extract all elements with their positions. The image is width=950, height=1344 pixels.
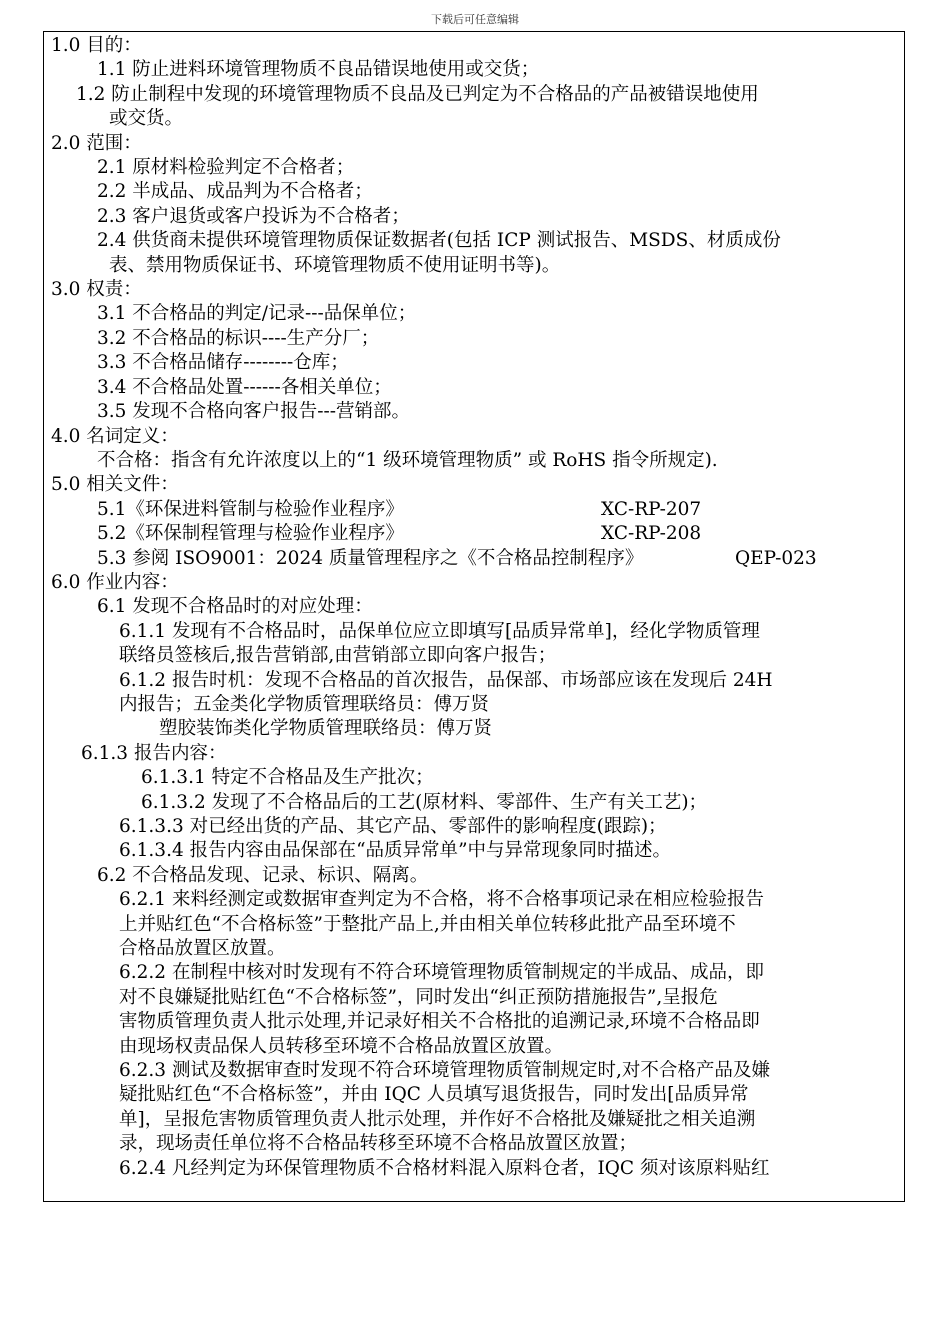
item-3-1: 3.1 不合格品的判定/记录---品保单位； [97, 303, 417, 325]
item-6-2-3-line3: 单]，呈报危害物质管理负责人批示处理，并作好不合格批及嫌疑批之相关追溯 [119, 1108, 756, 1130]
section-1-heading: 1.0 目的： [51, 35, 142, 56]
item-1-1: 1.1 防止进料环境管理物质不良品错误地使用或交货； [97, 59, 540, 81]
reference-5-1-code: XC-RP-207 [601, 498, 702, 520]
item-3-3: 3.3 不合格品储存--------仓库； [97, 352, 349, 374]
reference-5-2 [51, 522, 898, 546]
item-6-1-3-4: 6.1.3.4 报告内容由品保部在“品质异常单”中与异常现象同时描述。 [119, 840, 672, 862]
item-6-1-1-line2: 联络员签核后,报告营销部,由营销部立即向客户报告； [119, 645, 557, 667]
definition-text: 不合格：指含有允许浓度以上的“1 级环境管理物质” 或 RoHS 指令所规定). [97, 449, 718, 471]
section-2-heading: 2.0 范围： [51, 132, 142, 154]
item-6-2-2-line2: 对不良嫌疑批贴红色“不合格标签”，同时发出“纠正预防措施报告”,呈报危 [119, 986, 718, 1008]
item-6-2-1-line1: 6.2.1 来料经测定或数据审查判定为不合格，将不合格事项记录在相应检验报告 [119, 889, 764, 911]
item-2-3: 2.3 客户退货或客户投诉为不合格者； [97, 205, 410, 227]
item-6-2-2-line3: 害物质管理负责人批示处理,并记录好相关不合格批的追溯记录,环境不合格品即 [119, 1011, 760, 1033]
section-3-heading: 3.0 权责： [51, 279, 142, 301]
item-3-5: 3.5 发现不合格向客户报告---营销部。 [97, 401, 411, 423]
document-frame [43, 31, 905, 1202]
reference-5-1-title: 5.1《环保进料管制与检验作业程序》 [97, 498, 404, 520]
item-3-2: 3.2 不合格品的标识----生产分厂； [97, 327, 380, 349]
page-header: 下载后可任意编辑 [431, 13, 519, 26]
section-4-heading: 4.0 名词定义： [51, 425, 179, 447]
item-6-1: 6.1 发现不合格品时的对应处理： [97, 596, 373, 618]
reference-5-3 [51, 547, 898, 571]
reference-5-2-title: 5.2《环保制程管理与检验作业程序》 [97, 523, 404, 545]
item-6-2-3-line2: 疑批贴红色“不合格标签”，并由 IQC 人员填写退货报告，同时发出[品质异常 [119, 1084, 749, 1106]
item-6-2-2-line4: 由现场权责品保人员转移至环境不合格品放置区放置。 [119, 1035, 564, 1057]
item-2-1: 2.1 原材料检验判定不合格者； [97, 157, 355, 179]
item-6-1-1-line1: 6.1.1 发现有不合格品时，品保单位应立即填写[品质异常单]，经化学物质管理 [119, 620, 760, 642]
item-6-1-3-2: 6.1.3.2 发现了不合格品后的工艺(原材料、零部件、生产有关工艺)； [141, 791, 708, 813]
section-6-heading: 6.0 作业内容： [51, 571, 179, 593]
item-6-2-3-line4: 录，现场责任单位将不合格品转移至环境不合格品放置区放置； [119, 1133, 638, 1155]
reference-5-3-code: QEP-023 [735, 547, 817, 569]
item-6-1-3-1: 6.1.3.1 特定不合格品及生产批次； [141, 767, 434, 789]
item-6-2: 6.2 不合格品发现、记录、标识、隔离。 [97, 864, 429, 886]
item-6-2-1-line2: 上并贴红色“不合格标签”于整批产品上,并由相关单位转移此批产品至环境不 [119, 913, 736, 935]
item-3-4: 3.4 不合格品处置------各相关单位； [97, 376, 392, 398]
section-5-heading: 5.0 相关文件： [51, 474, 179, 496]
item-6-2-1-line3: 合格品放置区放置。 [119, 938, 286, 960]
item-1-2-line1: 1.2 防止制程中发现的环境管理物质不良品及已判定为不合格品的产品被错误地使用 [76, 83, 759, 105]
reference-5-2-code: XC-RP-208 [601, 523, 702, 545]
item-2-2: 2.2 半成品、成品判为不合格者； [97, 181, 373, 203]
item-6-1-2-line1: 6.1.2 报告时机：发现不合格品的首次报告，品保部、市场部应该在发现后 24H [119, 669, 773, 691]
item-6-1-2-line2: 内报告；五金类化学物质管理联络员：傅万贤 [119, 693, 490, 715]
reference-5-1 [51, 498, 898, 522]
item-6-1-3: 6.1.3 报告内容： [81, 742, 227, 764]
reference-5-3-title: 5.3 参阅 ISO9001：2024 质量管理程序之《不合格品控制程序》 [97, 547, 644, 569]
item-2-4-line1: 2.4 供货商未提供环境管理物质保证数据者(包括 ICP 测试报告、MSDS、材质成份 [97, 230, 781, 252]
item-2-4-line2: 表、禁用物质保证书、环境管理物质不使用证明书等)。 [109, 254, 561, 276]
document-body [51, 34, 898, 1181]
item-6-1-2-line3: 塑胶装饰类化学物质管理联络员：傅万贤 [159, 718, 493, 740]
item-6-1-3-3: 6.1.3.3 对已经出货的产品、其它产品、零部件的影响程度(跟踪)； [119, 816, 667, 837]
item-1-2-line2: 或交货。 [109, 108, 184, 130]
item-6-2-4-line1: 6.2.4 凡经判定为环保管理物质不合格材料混入原料仓者，IQC 须对该原料贴红 [119, 1157, 770, 1179]
item-6-2-2-line1: 6.2.2 在制程中核对时发现有不符合环境管理物质管制规定的半成品、成品，即 [119, 962, 764, 984]
item-6-2-3-line1: 6.2.3 测试及数据审查时发现不符合环境管理物质管制规定时,对不合格产品及嫌 [119, 1060, 770, 1082]
